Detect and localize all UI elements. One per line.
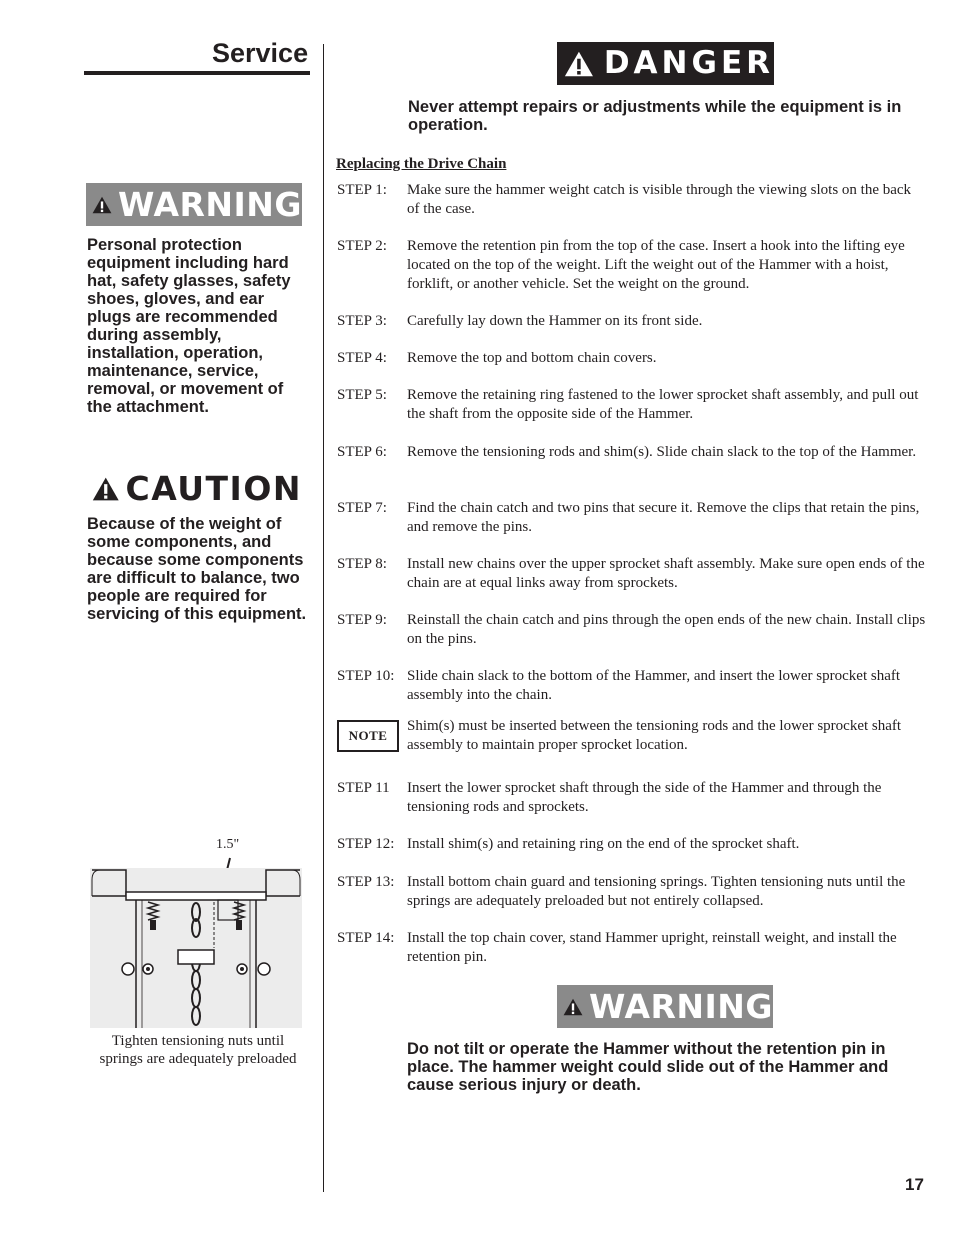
note-text: Shim(s) must be inserted between the tensioning rods and the lower sprocket shaft assembly to maintain proper sprocket location. <box>407 718 902 753</box>
step-text: Slide chain slack to the bottom of the Hammer, and insert the lower sprocket shaft assembly into the chain. <box>407 668 901 703</box>
step-label: STEP 9: <box>337 612 387 628</box>
step-text: Insert the lower sprocket shaft through the side of the Hammer and through the tensioning rods and sprockets. <box>407 780 882 815</box>
step-item <box>336 873 926 911</box>
step-text: Install the top chain cover, stand Hammer upright, reinstall weight, and install the retention pin. <box>407 930 897 965</box>
column-divider <box>323 44 324 1192</box>
step-item <box>336 929 926 967</box>
section-heading: Replacing the Drive Chain <box>336 156 507 172</box>
danger-label: DANGER <box>603 45 774 81</box>
step-text: Find the chain catch and two pins that secure it. Remove the clips that retain the pins, and remove the pins. <box>407 500 920 535</box>
step-item <box>336 349 926 368</box>
warning-label: WARNING <box>589 987 773 1026</box>
step-label: STEP 6: <box>337 444 387 460</box>
caption-line: springs are adequately preloaded <box>99 1051 297 1067</box>
page-number: 17 <box>905 1175 924 1194</box>
chain-tension-diagram <box>86 832 306 1032</box>
danger-sign <box>557 42 774 85</box>
warning-label: WARNING <box>118 185 302 224</box>
step-item <box>336 779 926 817</box>
step-item <box>336 667 926 705</box>
dimension-label: 1.5" <box>216 837 240 852</box>
step-item <box>336 386 926 424</box>
warning-sign-left <box>86 183 302 226</box>
alert-triangle-icon <box>563 992 583 1022</box>
caution-sign <box>86 467 302 510</box>
step-label: STEP 3: <box>337 313 387 329</box>
alert-triangle-icon <box>92 190 112 220</box>
note-badge: NOTE <box>337 720 399 752</box>
step-item <box>336 499 926 537</box>
step-label: STEP 5: <box>337 387 387 403</box>
step-item <box>336 555 926 593</box>
step-label: STEP 1: <box>337 182 387 198</box>
step-text: Install bottom chain guard and tensioning springs. Tighten tensioning nuts until the springs are adequately preloaded but not entirely collapsed. <box>407 874 906 909</box>
warning-sign-right <box>557 985 773 1028</box>
step-text: Install shim(s) and retaining ring on the end of the sprocket shaft. <box>407 836 800 852</box>
step-label: STEP 2: <box>337 238 387 254</box>
section-title: Service <box>212 38 309 68</box>
title-rule <box>84 71 310 75</box>
step-text: Remove the retaining ring fastened to the lower sprocket shaft assembly, and pull out the shaft from the opposite side of the Hammer. <box>407 387 919 422</box>
step-label: STEP 4: <box>337 350 387 366</box>
danger-text: Never attempt repairs or adjustments while the equipment is in operation. <box>408 98 902 134</box>
step-label: STEP 8: <box>337 556 387 572</box>
step-item <box>336 835 926 854</box>
alert-triangle-icon <box>564 49 594 79</box>
step-text: Remove the top and bottom chain covers. <box>407 350 657 366</box>
step-item <box>336 237 926 294</box>
warning-text: Do not tilt or operate the Hammer without the retention pin in place. The hammer weight could slide out of the Hammer and cause serious injury or death. <box>407 1040 889 1094</box>
alert-triangle-icon <box>92 474 120 504</box>
step-label: STEP 10: <box>337 668 395 684</box>
step-label: STEP 12: <box>337 836 395 852</box>
step-text: Install new chains over the upper sprocket shaft assembly. Make sure open ends of the chain are at equal links away from sprockets. <box>407 556 925 591</box>
step-label: STEP 14: <box>337 930 395 946</box>
step-item <box>336 443 926 462</box>
figure-caption <box>86 1032 310 1068</box>
warning-text: Personal protection equipment including hard hat, safety glasses, safety shoes, gloves, and ear plugs are recommended during assembly, installation, operation, maintenance, service, removal, or movement of the attachment. <box>87 236 291 416</box>
step-text: Carefully lay down the Hammer on its front side. <box>407 313 703 329</box>
step-item <box>336 181 926 219</box>
step-item <box>336 611 926 649</box>
step-label: STEP 13: <box>337 874 395 890</box>
step-label: STEP 7: <box>337 500 387 516</box>
step-text: Remove the tensioning rods and shim(s). Slide chain slack to the top of the Hammer. <box>407 444 917 460</box>
caution-label: CAUTION <box>125 469 302 508</box>
step-item <box>336 312 926 331</box>
step-text: Reinstall the chain catch and pins through the open ends of the new chain. Install clips on the pins. <box>407 612 926 647</box>
caution-text: Because of the weight of some components, and because some components are difficult to balance, two people are required for servicing of this equipment. <box>87 515 307 623</box>
step-text: Remove the retention pin from the top of the case. Insert a hook into the lifting eye located on the top of the weight. Lift the weight out of the Hammer with a hoist, forklift, or another vehicle. Set the weight on the ground. <box>407 238 905 292</box>
caption-line: Tighten tensioning nuts until <box>111 1033 285 1049</box>
step-label: STEP 11 <box>337 780 390 796</box>
step-text: Make sure the hammer weight catch is visible through the viewing slots on the back of the case. <box>407 182 912 217</box>
